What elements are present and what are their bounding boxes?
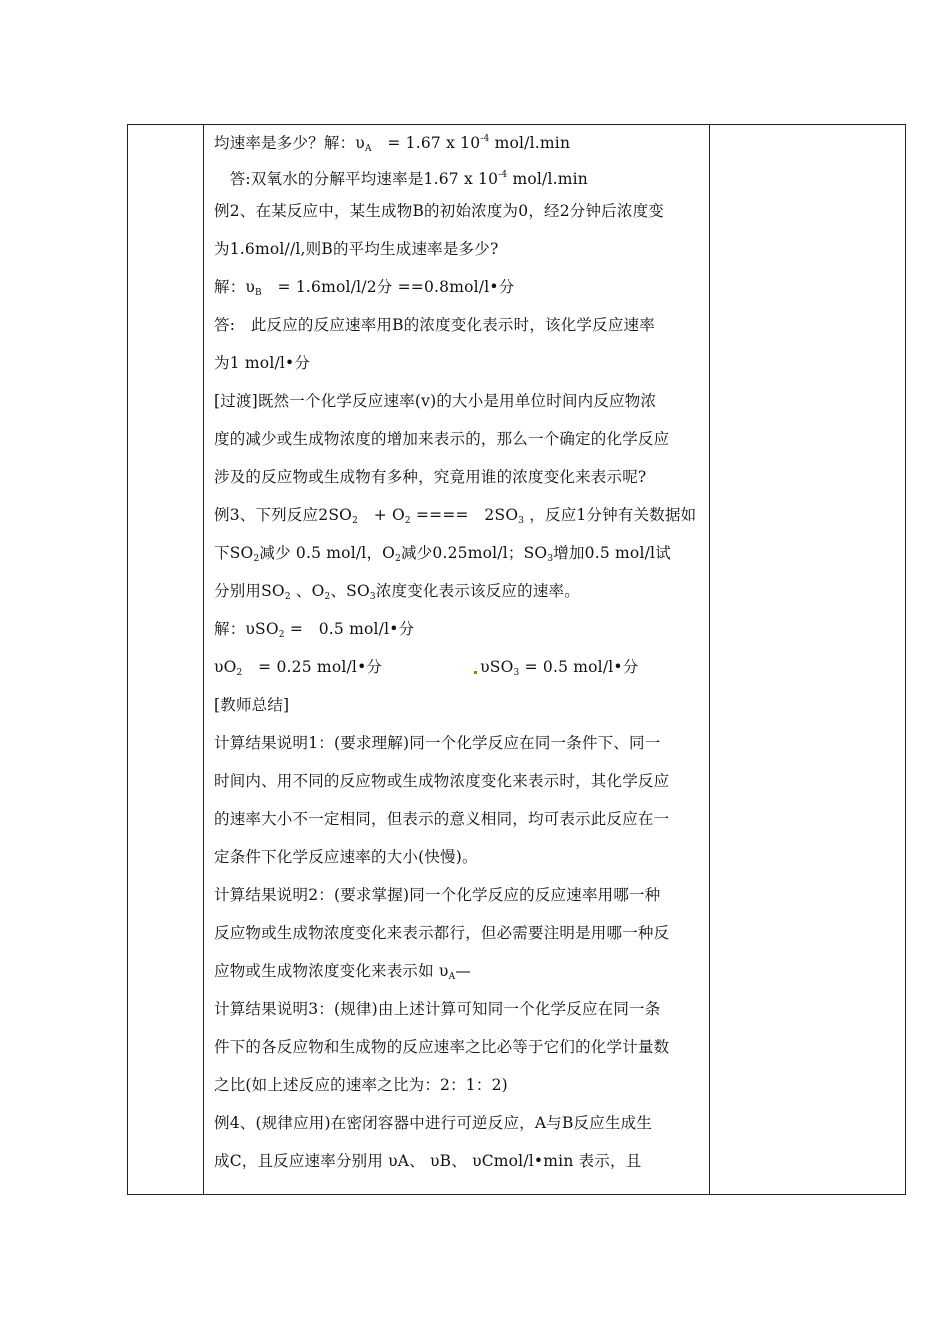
- column-divider-left: [203, 125, 204, 1194]
- text-segment: 涉及的反应物或生成物有多种，究竟用谁的浓度变化来表示呢?: [214, 468, 647, 486]
- subscript: 2: [352, 516, 358, 526]
- text-segment: = 0.5 mol/l•分: [519, 658, 639, 676]
- text-segment: 解：υSO: [214, 620, 279, 638]
- text-segment: 计算结果说明1：(要求理解)同一个化学反应在同一条件下、同一: [214, 734, 661, 752]
- subscript: 2: [284, 592, 291, 602]
- text-segment: = 1.6mol/l/2分 ==0.8mol/l•分: [261, 278, 515, 296]
- subscript: 3: [513, 668, 520, 678]
- text-segment: 答:双氧水的分解平均速率是1.67 x 10: [214, 170, 499, 188]
- text-segment: 、SO: [330, 582, 370, 600]
- text-segment: 计算结果说明3：(规律)由上述计算可知同一个化学反应在同一条: [214, 1000, 661, 1018]
- text-segment: 下SO: [214, 544, 254, 562]
- text-segment: 的速率大小不一定相同，但表示的意义相同，均可表示此反应在一: [214, 810, 670, 828]
- subscript: B: [255, 288, 262, 298]
- subscript: A: [364, 144, 372, 154]
- text-line: [214, 391, 656, 411]
- text-segment: 、O: [290, 582, 325, 600]
- text-line: [214, 1075, 508, 1095]
- text-segment: 成C，且反应速率分别用 υA、 υB、 υCmol/l•min 表示，且: [214, 1152, 642, 1170]
- text-segment: 减少0.25mol/l；SO: [401, 544, 548, 562]
- text-segment: ==== 2SO: [410, 506, 519, 524]
- text-line: [214, 619, 414, 645]
- text-segment: = 0.25 mol/l•分: [242, 658, 383, 676]
- text-segment: 时间内、用不同的反应物或生成物浓度变化来表示时，其化学反应: [214, 772, 670, 790]
- text-line: [214, 1037, 669, 1057]
- subscript: 2: [253, 554, 260, 564]
- text-segment: 反应物或生成物浓度变化来表示都行，但必需要注明是用哪一种反: [214, 924, 670, 942]
- text-line: [214, 165, 588, 189]
- text-segment: 应物或生成物浓度变化来表示如 υ: [214, 962, 449, 980]
- text-segment: 减少 0.5 mol/l，O: [259, 544, 396, 562]
- text-segment: [过渡]既然一个化学反应速率(v)的大小是用单位时间内反应物浓: [214, 392, 657, 410]
- text-line: [214, 923, 669, 943]
- subscript: 2: [395, 554, 401, 564]
- text-line: [214, 809, 669, 829]
- text-line: [214, 429, 669, 449]
- text-segment: 浓度变化表示该反应的速率。: [375, 582, 580, 600]
- text-line: [214, 581, 580, 607]
- subscript: 3: [518, 516, 525, 526]
- marker-dot: [474, 671, 477, 674]
- subscript: 2: [278, 630, 285, 640]
- text-segment: 定条件下化学反应速率的大小(快慢)。: [214, 848, 478, 866]
- text-segment: —: [455, 962, 471, 980]
- text-segment: υO: [214, 658, 237, 676]
- text-line: [214, 771, 669, 791]
- text-line: [214, 961, 471, 987]
- text-line: [214, 657, 638, 683]
- text-line: [214, 201, 664, 221]
- superscript: -4: [480, 134, 490, 144]
- text-segment: 例3、下列反应2SO: [214, 506, 353, 524]
- text-line: [214, 353, 310, 373]
- subscript: 2: [324, 592, 331, 602]
- text-line: [214, 1151, 641, 1171]
- superscript: -4: [498, 170, 508, 180]
- text-line: [214, 505, 696, 531]
- text-line: [214, 239, 498, 259]
- text-line: [214, 467, 646, 487]
- text-line: [214, 543, 671, 569]
- text-segment: 均速率是多少？解：υ: [214, 134, 365, 152]
- text-line: [214, 695, 289, 715]
- text-line: [214, 847, 478, 867]
- text-segment: 为1.6mol//l,则B的平均生成速率是多少?: [214, 240, 499, 258]
- subscript: 3: [369, 592, 376, 602]
- text-line: [214, 129, 570, 159]
- text-segment: + O: [358, 506, 405, 524]
- text-segment: 件下的各反应物和生成物的反应速率之比必等于它们的化学计量数: [214, 1038, 670, 1056]
- text-segment: 增加0.5 mol/l试: [553, 544, 671, 562]
- text-segment: 计算结果说明2：(要求掌握)同一个化学反应的反应速率用哪一种: [214, 886, 661, 904]
- text-segment: 例2、在某反应中，某生成物B的初始浓度为0，经2分钟后浓度变: [214, 202, 664, 220]
- text-line: [214, 733, 660, 753]
- subscript: A: [448, 972, 456, 982]
- column-divider-right: [709, 125, 710, 1194]
- text-segment: ，反应1分钟有关数据如: [524, 506, 697, 524]
- text-segment: 答: 此反应的反应速率用B的浓度变化表示时，该化学反应速率: [214, 316, 655, 334]
- text-segment: [教师总结]: [214, 696, 290, 714]
- text-line: [214, 277, 514, 303]
- text-line: [214, 315, 655, 335]
- text-segment: 例4、(规律应用)在密闭容器中进行可逆反应，A与B反应生成生: [214, 1114, 653, 1132]
- text-segment: mol/l.min: [507, 170, 588, 188]
- text-segment: 为1 mol/l•分: [214, 354, 311, 372]
- content-table: [127, 124, 906, 1195]
- text-segment: 解：υ: [214, 278, 256, 296]
- text-segment: 之比(如上述反应的速率之比为：2：1：2): [214, 1076, 508, 1094]
- text-segment: mol/l.min: [489, 134, 571, 152]
- subscript: 3: [547, 554, 554, 564]
- text-segment: υSO: [480, 658, 514, 676]
- text-line: [214, 999, 660, 1019]
- text-segment: = 0.5 mol/l•分: [284, 620, 415, 638]
- text-line: [214, 1113, 652, 1133]
- text-segment: 度的减少或生成物浓度的增加来表示的，那么一个确定的化学反应: [214, 430, 670, 448]
- subscript: 2: [236, 668, 243, 678]
- text-segment: 分别用SO: [214, 582, 285, 600]
- text-line: [214, 885, 660, 905]
- text-segment: = 1.67 x 10: [371, 134, 481, 152]
- subscript: 2: [404, 516, 411, 526]
